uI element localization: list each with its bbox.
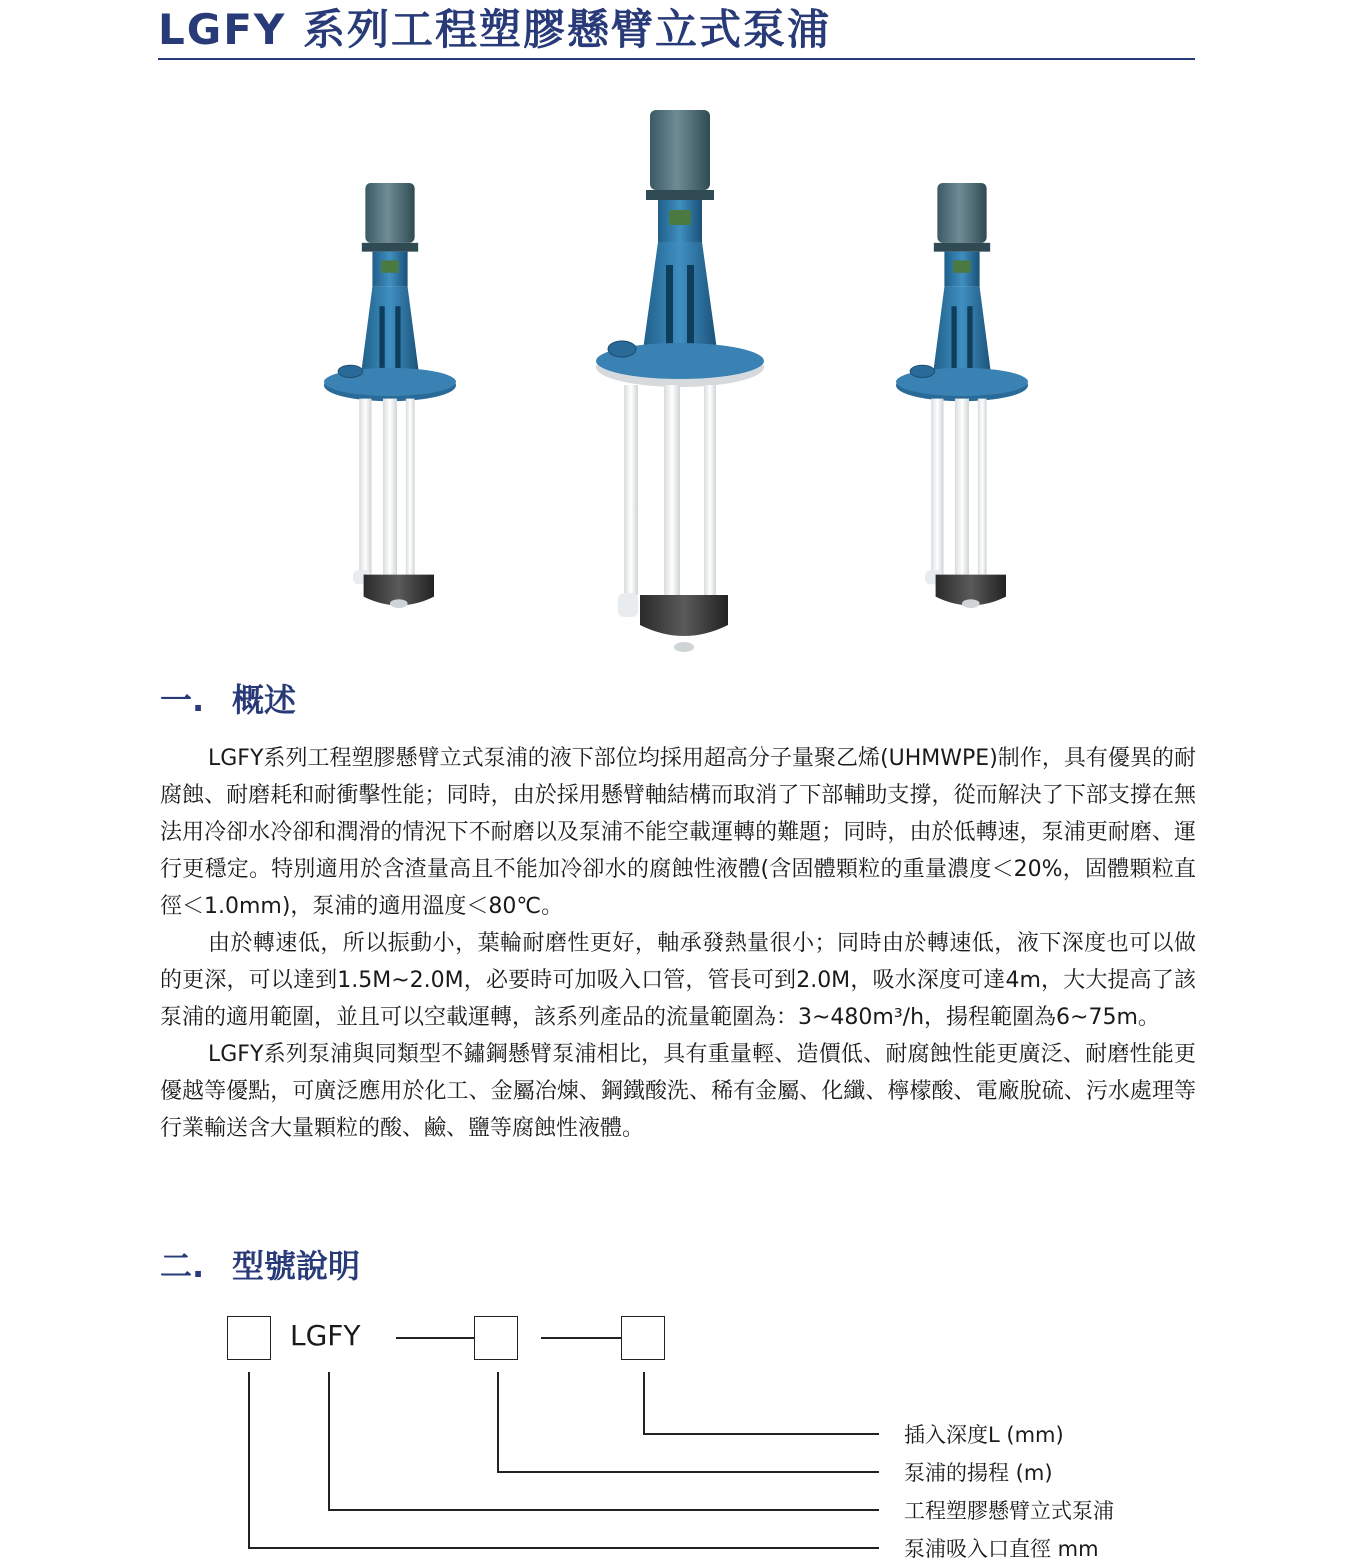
title-underline: [158, 58, 1195, 60]
section-number: 一.: [160, 681, 205, 719]
leader-line: [497, 1372, 499, 1472]
model-code: LGFY: [290, 1319, 361, 1352]
pump-image-small-left: [324, 183, 456, 608]
overview-paragraph-3: LGFY系列泵浦與同類型不鏽鋼懸臂泵浦相比，具有重量輕、造價低、耐腐蝕性能更廣泛、耐磨性能更優越等優點，可廣泛應用於化工、金屬冶煉、鋼鐵酸洗、稀有金屬、化纖、檸檬酸、電廠脫硫、污水處理等行業輸送含大量顆粒的酸、鹼、鹽等腐蝕性液體。: [160, 1042, 1196, 1141]
section-title: 型號說明: [232, 1247, 361, 1285]
overview-paragraph-1: LGFY系列工程塑膠懸臂立式泵浦的液下部位均採用超高分子量聚乙烯(UHMWPE)制作，具有優異的耐腐蝕、耐磨耗和耐衝擊性能；同時，由於採用懸臂軸結構而取消了下部輔助支撐，從而解決了下部支撐在無法用冷卻水冷卻和潤滑的情況下不耐磨以及泵浦不能空載運轉的難題；同時，由於低轉速，泵浦更耐磨、運行更穩定。特別適用於含渣量高且不能加冷卻水的腐蝕性液體(含固體顆粒的重量濃度＜20%，固體顆粒直徑＜1.0mm)，泵浦的適用溫度＜80℃。: [160, 746, 1196, 919]
section-overview-heading: [160, 680, 296, 720]
connector-line: [396, 1337, 474, 1339]
leader-line: [248, 1547, 879, 1549]
label-pump-type: 工程塑膠懸臂立式泵浦: [904, 1499, 1114, 1523]
pump-image-small-right: [896, 183, 1028, 608]
product-photo-group: [0, 95, 1354, 675]
label-inlet-diameter: 泵浦吸入口直徑 mm: [904, 1537, 1099, 1561]
inlet-diameter-box: [227, 1316, 271, 1360]
page-title: LGFY 系列工程塑膠懸臂立式泵浦: [158, 5, 831, 54]
leader-line: [497, 1471, 879, 1473]
depth-box: [621, 1316, 665, 1360]
section-model-heading: [160, 1246, 360, 1286]
leader-line: [643, 1433, 879, 1435]
overview-paragraph-2: 由於轉速低，所以振動小，葉輪耐磨性更好，軸承發熱量很小；同時由於轉速低，液下深度也可以做的更深，可以達到1.5M~2.0M，必要時可加吸入口管，管長可到2.0M，吸水深度可達4m，大大提高了該泵浦的適用範圍，並且可以空載運轉，該系列產品的流量範圍為：3~480m³/h，揚程範圍為6~75m。: [160, 931, 1196, 1030]
head-box: [474, 1316, 518, 1360]
label-pump-head: 泵浦的揚程 (m): [904, 1461, 1053, 1485]
leader-line: [328, 1372, 330, 1510]
leader-line: [248, 1372, 250, 1548]
leader-line: [643, 1372, 645, 1434]
leader-line: [328, 1509, 879, 1511]
connector-line: [541, 1337, 621, 1339]
section-title: 概述: [232, 681, 297, 719]
pump-image-large-center: [596, 110, 764, 652]
overview-body: [160, 740, 1196, 1147]
model-code-diagram: [0, 1300, 1354, 1562]
section-number: 二.: [160, 1247, 205, 1285]
label-insert-depth: 插入深度L (mm): [904, 1423, 1064, 1447]
